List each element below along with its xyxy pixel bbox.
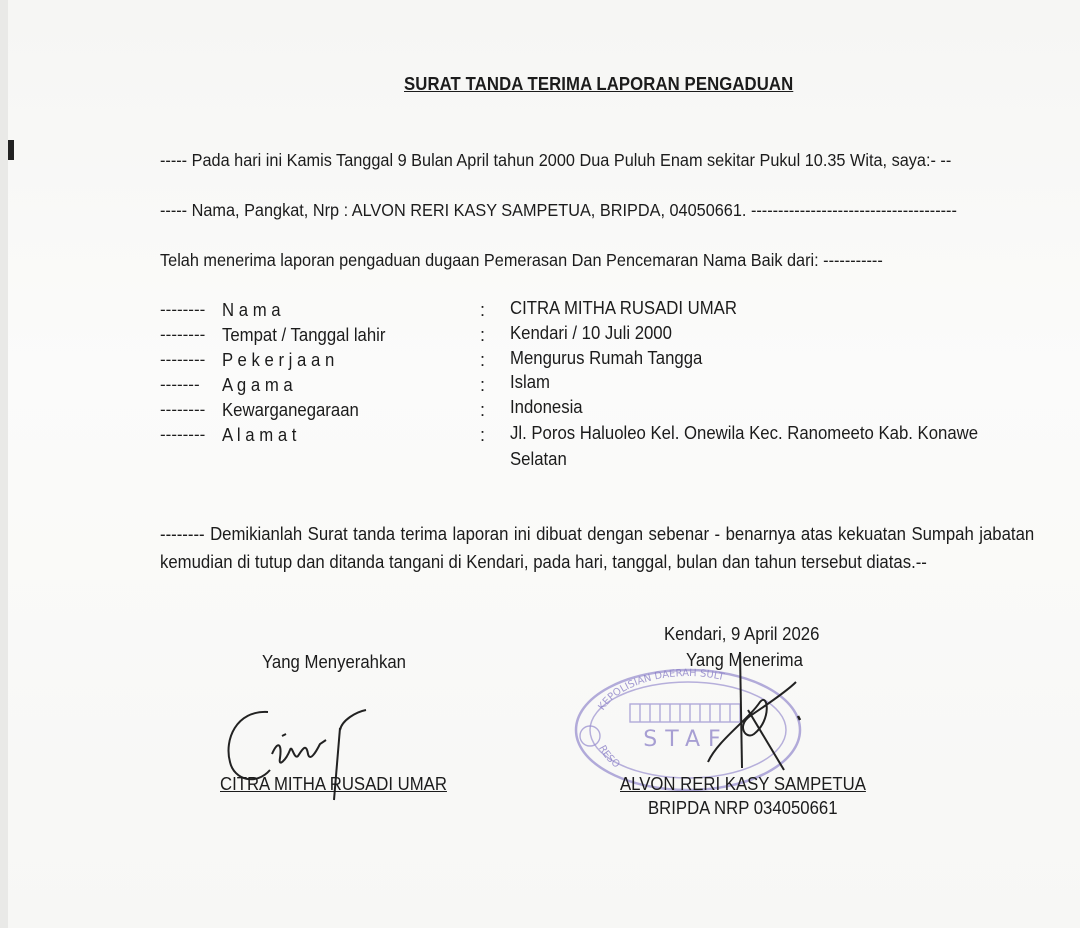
submitter-name: CITRA MITHA RUSADI UMAR — [220, 774, 447, 794]
field-value: Kendari / 10 Juli 2000 — [510, 323, 672, 343]
field-value: CITRA MITHA RUSADI UMAR — [510, 298, 737, 318]
officer-line: ----- Nama, Pangkat, Nrp : ALVON RERI KASY SAMPETUA, BRIPDA, 04050661. -------------------------------------- — [160, 200, 957, 220]
field-label: P e k e r j a a n — [222, 350, 335, 370]
field-colon: : — [480, 300, 486, 320]
field-dash: -------- — [160, 425, 206, 444]
document-title: SURAT TANDA TERIMA LAPORAN PENGADUAN — [404, 74, 794, 94]
field-colon: : — [480, 400, 486, 420]
stamp-bottom-text: RESO — [596, 743, 622, 771]
received-line: Telah menerima laporan pengaduan dugaan Pemerasan Dan Pencemaran Nama Baik dari: ----------- — [160, 250, 883, 270]
receiver-signature — [688, 650, 828, 780]
field-label: Kewarganegaraan — [222, 400, 359, 420]
field-dash: -------- — [160, 325, 206, 344]
document-page — [8, 0, 1080, 928]
closing-paragraph: -------- Demikianlah Surat tanda terima laporan ini dibuat dengan sebenar - benarnya atas kekuatan Sumpah jabatan kemudian di tutup dan ditanda tangani di Kendari, pada hari, tanggal, bulan dan tahun tersebut diatas.-- — [160, 524, 1035, 572]
stamp-top-text: KEPOLISIAN DAERAH SULT — [596, 667, 726, 713]
field-dash: ------- — [160, 375, 200, 394]
page-edge-mark — [8, 140, 14, 160]
field-label: A g a m a — [222, 375, 293, 395]
receiver-rank-nrp: BRIPDA NRP 034050661 — [648, 798, 838, 818]
receiver-role: Yang Menerima — [686, 650, 803, 670]
field-value: Jl. Poros Haluoleo Kel. Onewila Kec. Ranomeeto Kab. Konawe — [510, 423, 979, 443]
stamp-center-text: STAF — [643, 727, 729, 752]
field-label: Tempat / Tanggal lahir — [222, 325, 386, 345]
field-colon: : — [480, 375, 486, 395]
submitter-role: Yang Menyerahkan — [262, 652, 406, 672]
field-colon: : — [480, 350, 486, 370]
receiver-name: ALVON RERI KASY SAMPETUA — [620, 774, 866, 794]
field-dash: -------- — [160, 300, 206, 319]
field-dash: -------- — [160, 350, 206, 369]
field-colon: : — [480, 325, 486, 345]
field-value-continued: Selatan — [510, 449, 567, 469]
place-date: Kendari, 9 April 2026 — [664, 624, 820, 644]
field-value: Islam — [510, 372, 551, 392]
intro-line: ----- Pada hari ini Kamis Tanggal 9 Bulan April tahun 2000 Dua Puluh Enam sekitar Pukul 10.35 Wita, saya:- -- — [160, 150, 952, 170]
field-colon: : — [480, 425, 486, 445]
field-label: N a m a — [222, 300, 281, 320]
field-value: Mengurus Rumah Tangga — [510, 348, 703, 368]
field-value: Indonesia — [510, 397, 583, 417]
field-dash: -------- — [160, 400, 206, 419]
field-label: A l a m a t — [222, 425, 297, 445]
